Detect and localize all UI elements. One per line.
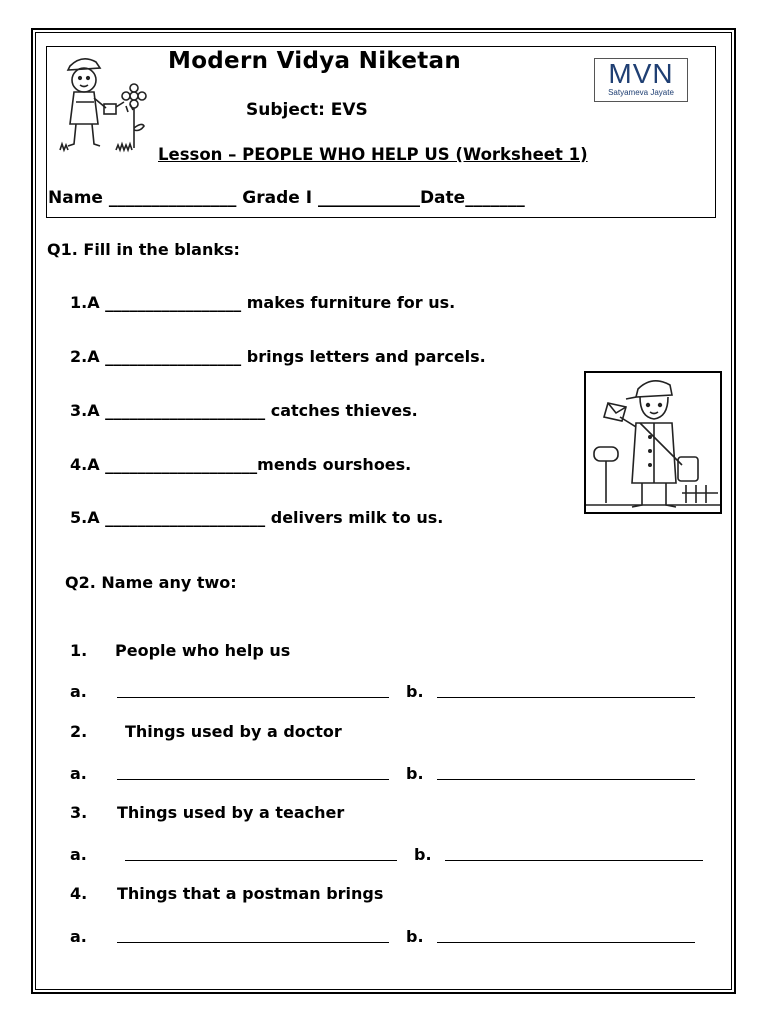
- q2-item-1-b: b.: [406, 682, 424, 701]
- lesson-title: Lesson – PEOPLE WHO HELP US (Worksheet 1): [158, 145, 588, 164]
- q2-item-2-label: Things used by a doctor: [125, 722, 342, 741]
- subject-label: Subject: EVS: [246, 100, 368, 120]
- q2-item-3-a: a.: [70, 845, 87, 864]
- q1-item-2: 2.A _________________ brings letters and parcels.: [70, 347, 486, 366]
- q2-item-1-label: People who help us: [115, 641, 291, 660]
- q1-item-1: 1.A _________________ makes furniture for us.: [70, 293, 456, 312]
- q2-item-2-a: a.: [70, 764, 87, 783]
- q1-item-3: 3.A ____________________ catches thieves.: [70, 401, 418, 420]
- q2-item-2-b-blank: [437, 779, 695, 780]
- name-grade-date-row: Name _______________ Grade I ____________Date_______: [48, 188, 525, 208]
- q2-title: Q2. Name any two:: [65, 573, 237, 592]
- q2-item-4-b-blank: [437, 942, 695, 943]
- postman-picture-frame: [584, 371, 722, 514]
- q2-item-3-number: 3.: [70, 803, 88, 822]
- logo-text: MVN: [608, 58, 674, 89]
- q2-item-1-a-blank: [117, 697, 389, 698]
- q2-item-4-label: Things that a postman brings: [117, 884, 384, 903]
- q2-item-4-a: a.: [70, 927, 87, 946]
- q2-item-3-b: b.: [414, 845, 432, 864]
- q2-item-1-b-blank: [437, 697, 695, 698]
- q2-item-3-label: Things used by a teacher: [117, 803, 345, 822]
- q2-item-4-number: 4.: [70, 884, 88, 903]
- boy-watering-flower-icon: [56, 52, 148, 157]
- q2-item-2-a-blank: [117, 779, 389, 780]
- postman-icon: [586, 373, 720, 512]
- q1-title: Q1. Fill in the blanks:: [47, 240, 240, 259]
- q2-item-1-a: a.: [70, 682, 87, 701]
- q2-item-3-a-blank: [125, 860, 397, 861]
- q2-item-3-b-blank: [445, 860, 703, 861]
- school-name: Modern Vidya Niketan: [168, 48, 462, 74]
- q2-item-2-b: b.: [406, 764, 424, 783]
- school-logo: [594, 58, 688, 102]
- q2-item-4-b: b.: [406, 927, 424, 946]
- q2-item-4-a-blank: [117, 942, 389, 943]
- q2-item-1-number: 1.: [70, 641, 88, 660]
- q1-item-5: 5.A ____________________ delivers milk to us.: [70, 508, 444, 527]
- q1-item-4: 4.A ___________________mends ourshoes.: [70, 455, 412, 474]
- q2-item-2-number: 2.: [70, 722, 88, 741]
- logo-tagline: Satyameva Jayate: [608, 88, 674, 97]
